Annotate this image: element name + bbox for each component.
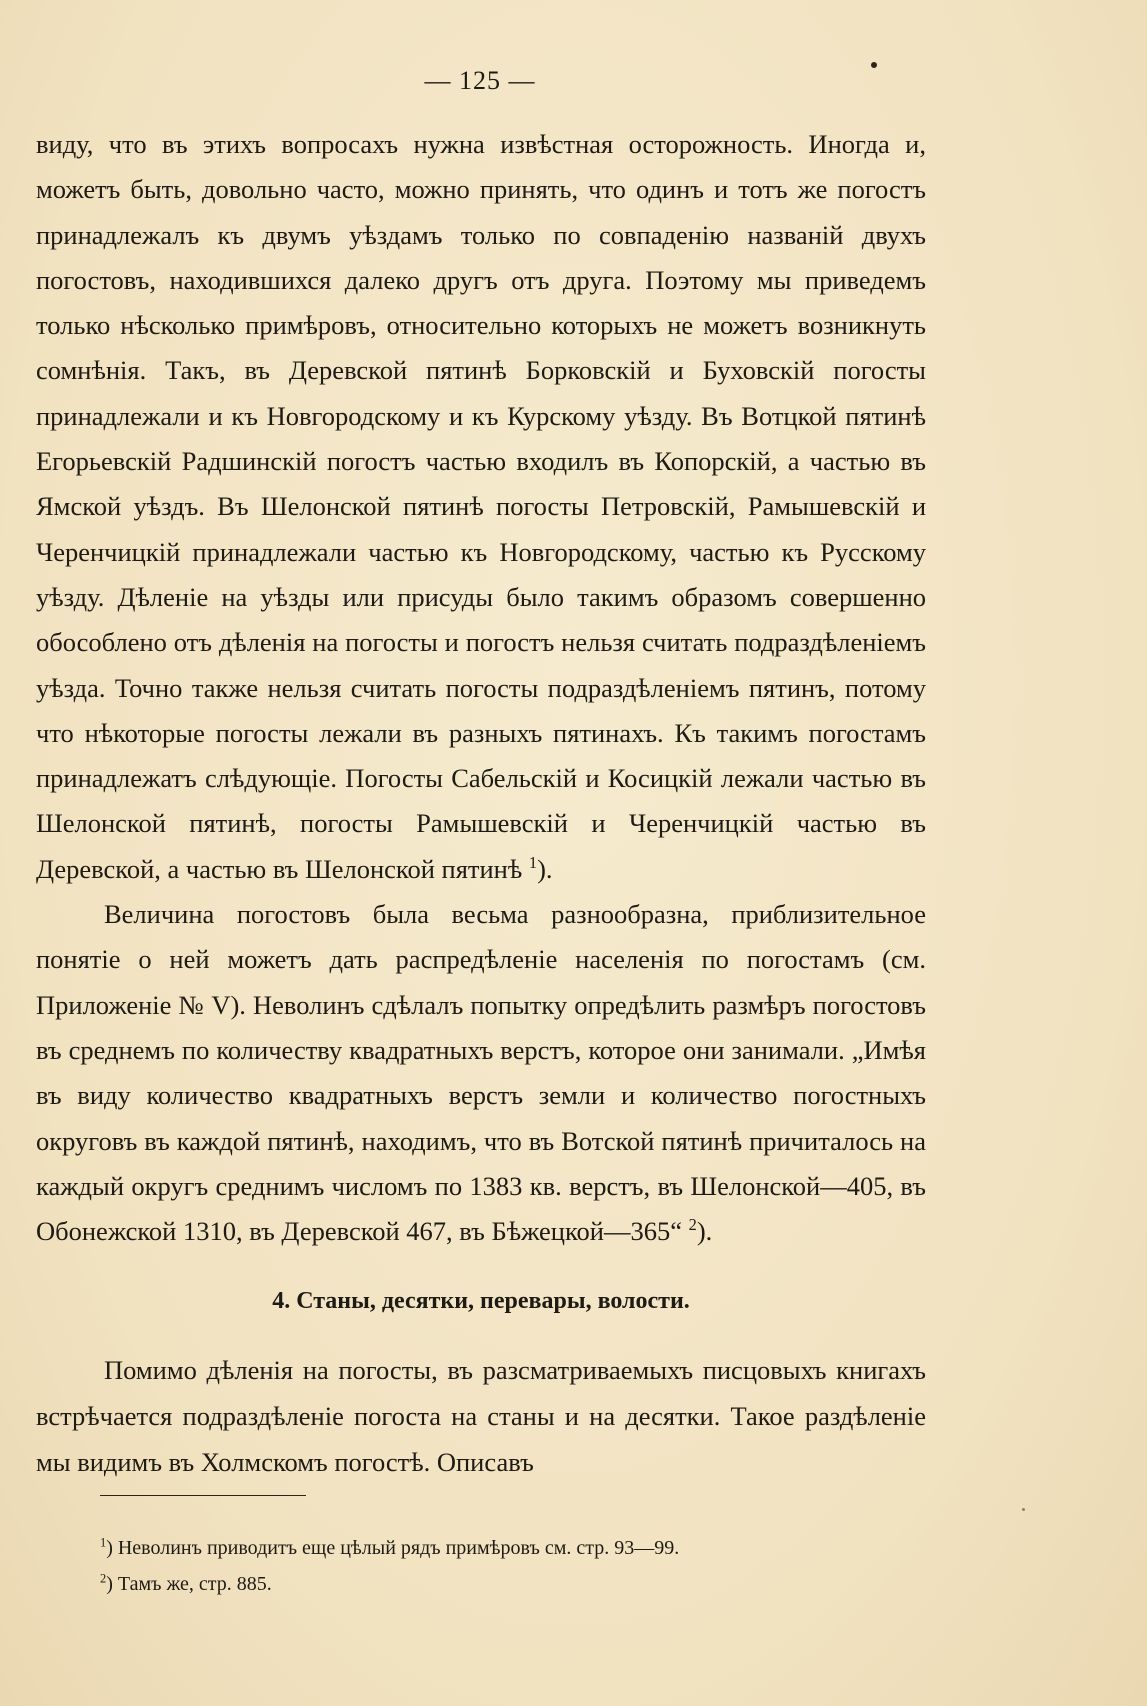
footnote-text-2: ) Тамъ же, стр. 885. (106, 1573, 272, 1595)
footnote-2 (100, 1566, 920, 1602)
footnote-text-1: ) Неволинъ приводитъ еще цѣлый рядъ примѣровъ см. стр. 93—99. (106, 1537, 680, 1559)
footnote-1 (100, 1530, 920, 1566)
footnote-ref-1: 1 (528, 852, 538, 872)
section-heading: 4. Станы, десятки, перевары, волости. (272, 1288, 690, 1314)
main-text-continued (36, 1347, 926, 1485)
ink-speck (1022, 1508, 1025, 1511)
footnote-mark-2: 2 (100, 1571, 107, 1586)
ink-speck (871, 62, 877, 68)
main-text (36, 122, 926, 1254)
page-number: — 125 — (424, 66, 536, 95)
paragraph-2-end: ). (696, 1216, 713, 1247)
paragraph-1-text: виду, что въ этихъ вопросахъ нужна извѣстная осторожность. Иногда и, можетъ быть, довольно часто, можно принять, что одинъ и тотъ же погостъ принадлежалъ къ двумъ уѣздамъ только по совпаденію названій двухъ погостовъ, находившихся далеко другъ отъ друга. Поэтому мы приведемъ только нѣсколько примѣровъ, относительно которыхъ не можетъ возникнуть сомнѣнія. Такъ, въ Деревской пятинѣ Борковскій и Буховскій погосты принадлежали и къ Новгородскому и къ Курскому уѣзду. Въ Вотцкой пятинѣ Егорьевскій Радшинскій погостъ частью входилъ въ Копорскій, а частью въ Ямской уѣздъ. Въ Шелонской пятинѣ погосты Петровскій, Рамышевскій и Черенчицкій принадлежали частью къ Новгородскому, частью къ Русскому уѣзду. Дѣленіе на уѣзды или присуды было такимъ образомъ совершенно обособлено отъ дѣленія на погосты и погостъ нельзя считать подраздѣленіемъ уѣзда. Точно также нельзя считать погосты подраздѣленіемъ пятинъ, потому что нѣкоторые погосты лежали въ разныхъ пятинахъ. Къ такимъ погостамъ принадлежатъ слѣдующіе. Погосты Сабельскій и Косицкій лежали частью въ Шелонской пятинѣ, погосты Рамышевскій и Черенчицкій частью въ Деревской, а частью въ Шелонской пятинѣ (36, 129, 926, 884)
footnote-ref-2: 2 (688, 1215, 697, 1235)
paragraph-3: Помимо дѣленія на погосты, въ разсматриваемыхъ писцовыхъ книгахъ встрѣчается подраздѣленіе погоста на станы и на десятки. Такое раздѣленіе мы видимъ въ Холмскомъ погостѣ. Описавъ (36, 1355, 926, 1477)
paragraph-2 (36, 892, 926, 1254)
paragraph-2-text: Величина погостовъ была весьма разнообразна, приблизительное понятіе о ней можетъ дать распредѣленіе населенія по погостамъ (см. Приложеніе № V). Неволинъ сдѣлалъ попытку опредѣлить размѣръ погостовъ въ среднемъ по количеству квадратныхъ верстъ, которое они занимали. „Имѣя въ виду количество квадратныхъ верстъ земли и количество погостныхъ округовъ въ каждой пятинѣ, находимъ, что въ Вотской пятинѣ причиталось на каждый округъ среднимъ числомъ по 1383 кв. верстъ, въ Шелонской—405, въ Обонежской 1310, въ Деревской 467, въ Бѣжецкой—365“ (36, 899, 926, 1247)
footnote-divider (100, 1495, 306, 1496)
footnote-mark-1: 1 (100, 1535, 107, 1550)
paragraph-1-end: ). (537, 853, 553, 884)
paragraph-1 (36, 122, 926, 892)
footnotes (100, 1530, 920, 1602)
